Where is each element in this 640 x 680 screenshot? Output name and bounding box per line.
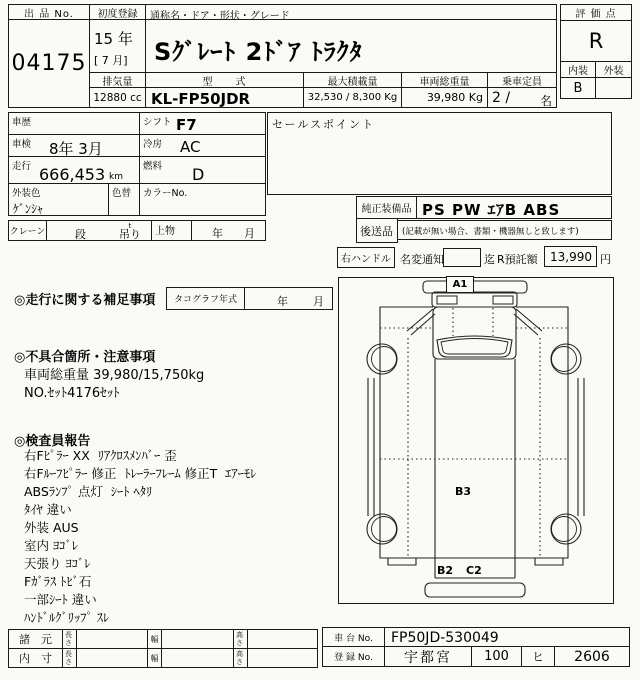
registration-number: 2606	[554, 646, 630, 667]
inspector-line: 室内 ﾖｺﾞﾚ	[24, 538, 78, 553]
later-shipment-note-cell	[397, 220, 612, 240]
registration-area: 宇都宮	[384, 646, 472, 667]
spec-width-value	[161, 629, 234, 649]
tachograph-year: 年	[277, 295, 288, 308]
inspector-title: ◎検査員報告	[14, 434, 91, 449]
inspector-line: Fｶﾞﾗｽ ﾄﾋﾞ石	[24, 574, 92, 589]
deposit-label: R預託額	[497, 253, 538, 266]
uwamono-cell	[151, 220, 192, 241]
exterior-grade	[595, 77, 632, 99]
capacity-number: 2 /	[492, 90, 511, 106]
fuel-value: D	[192, 165, 205, 184]
inspection-label: 車検	[12, 139, 32, 150]
rhd-badge: 右ハンドル	[337, 247, 395, 268]
inner-length-label: 長さ	[62, 648, 77, 668]
inner-row-label: 内 寸	[8, 648, 63, 668]
damage-label-b3: B3	[455, 485, 472, 498]
mileage-unit: km	[109, 172, 123, 182]
tachograph-label: タコグラフ年式	[166, 287, 245, 310]
fuel-cell	[139, 156, 266, 184]
chassis-no-value	[384, 627, 630, 647]
crane-detail-cell	[46, 220, 152, 241]
max-load-header: 最大積載量	[303, 72, 402, 88]
inspector-line: 外装 AUS	[24, 520, 79, 535]
inspection-cell	[8, 134, 140, 157]
capacity-unit: 名	[539, 94, 552, 108]
first-reg-month: [ 7 月]	[94, 54, 128, 67]
chassis-no-text: FP50JD-530049	[391, 630, 499, 646]
registration-no-label: 登 録 No.	[322, 646, 385, 667]
recolor-label: 色替	[112, 188, 132, 199]
mileage-note-title: ◎走行に関する補足事項	[14, 293, 156, 308]
fuel-label: 燃料	[143, 161, 163, 172]
inspector-line: ﾀｲﾔ 違い	[24, 502, 72, 517]
truck-top-view-diagram	[339, 278, 613, 603]
registration-class: 100	[471, 646, 522, 667]
inspector-line: ﾊﾝﾄﾞﾙｸﾞﾘｯﾌﾟ ｽﾚ	[24, 610, 110, 625]
rename-notice-label: 名変通知	[400, 253, 444, 266]
uwamono-month-label: 月	[244, 227, 255, 240]
mileage-cell	[8, 156, 140, 184]
inner-length-value	[76, 648, 148, 668]
first-registration-header: 初度登録	[89, 4, 146, 20]
sales-point-label: セールスポイント	[272, 118, 376, 131]
crane-cell: クレーン	[8, 220, 47, 241]
model-code-text: KL-FP50JDR	[151, 90, 251, 108]
damage-label-c2: C2	[466, 564, 482, 577]
exterior-color-value: ｹﾞﾝｼｬ	[13, 202, 44, 216]
defect-line-1: 車両総重量 39,980/15,750kg	[24, 368, 205, 383]
inspector-line: 天張り ﾖｺﾞﾚ	[24, 556, 91, 571]
color-no-cell	[139, 183, 266, 216]
made-label: 迄	[484, 253, 495, 266]
defect-title: ◎不具合箇所・注意事項	[14, 350, 156, 365]
mileage-label: 走行	[12, 161, 32, 172]
shift-label: シフト	[143, 117, 172, 128]
recolor-cell	[108, 183, 140, 216]
vehicle-name-text: Sｸﾞﾚｰﾄ 2ﾄﾞｱ ﾄﾗｸﾀ	[154, 38, 363, 66]
aircon-value: AC	[180, 138, 201, 156]
inspector-line: 一部ｼｰﾄ 違い	[24, 592, 97, 607]
displacement-value: 12880 cc	[89, 87, 146, 108]
lot-number: 04175	[8, 19, 90, 108]
inspector-line: 右Fﾙｰﾌﾋﾟﾗｰ 修正 ﾄﾚｰﾗｰﾌﾚｰﾑ 修正T ｴｱｰﾓﾚ	[24, 466, 257, 481]
gross-weight-header: 車両総重量	[401, 72, 488, 88]
tachograph-value	[244, 287, 333, 310]
grade-header: 評 価 点	[560, 4, 632, 21]
inspector-line: 右Fﾋﾟﾗｰ XX ﾘｱｸﾛｽﾒﾝﾊﾞｰ 歪	[24, 448, 177, 463]
oem-equipment-label: 純正装備品	[356, 196, 417, 219]
inspector-line: ABSﾗﾝﾌﾟ 点灯 ｼｰﾄ ﾍﾀﾘ	[24, 484, 153, 499]
aircon-cell	[139, 134, 266, 157]
max-load-value: 32,530 / 8,300 Kg	[303, 87, 402, 108]
exterior-header: 外装	[595, 61, 632, 78]
grade-value: R	[560, 20, 632, 62]
displacement-header: 排気量	[89, 72, 146, 88]
registration-kana: ヒ	[521, 646, 555, 667]
vehicle-name-header-label: 通称名・ドア・形状・グレード	[150, 11, 290, 22]
damage-label-b2: B2	[437, 564, 454, 577]
history-cell	[8, 112, 140, 135]
defect-line-2: NO.ｾｯﾄ4176ｾｯﾄ	[24, 386, 120, 401]
spec-height-label: 高さ	[233, 629, 248, 649]
model-code-value	[145, 87, 304, 108]
tachograph-month: 月	[313, 295, 324, 308]
damage-label-a1: A1	[446, 276, 474, 293]
vehicle-name-value	[145, 19, 557, 73]
crane-dan-label: 段	[75, 228, 86, 241]
spec-height-value	[247, 629, 318, 649]
deposit-unit: 円	[600, 253, 611, 266]
inner-height-value	[247, 648, 318, 668]
model-code-header: 型 式	[145, 72, 304, 88]
history-label: 車歴	[12, 117, 32, 128]
oem-equipment-value	[416, 196, 612, 219]
capacity-value	[487, 87, 557, 108]
deposit-amount: 13,990	[544, 246, 597, 267]
lot-no-header: 出 品 No.	[8, 4, 90, 20]
interior-header: 内装	[560, 61, 596, 78]
exterior-color-label: 外装色	[12, 188, 41, 199]
shift-cell	[139, 112, 266, 135]
aircon-label: 冷房	[143, 139, 163, 150]
vehicle-diagram-box	[338, 277, 614, 604]
later-shipment-label: 後送品	[360, 225, 393, 238]
spec-width-label: 幅	[147, 629, 162, 649]
first-reg-year: 15 年	[94, 30, 133, 48]
exterior-color-cell	[8, 183, 109, 216]
shift-value: F7	[176, 116, 197, 134]
crane-tsuri-text: 吊り	[119, 228, 141, 241]
spec-length-value	[76, 629, 148, 649]
later-shipment-note: (記載が無い場合、書類・機器無しと致します)	[402, 227, 579, 237]
inspector-report-list	[24, 447, 334, 627]
mileage-value: 666,453	[39, 165, 106, 184]
vehicle-name-header	[145, 4, 557, 20]
uwamono-date-cell	[191, 220, 266, 241]
capacity-header: 乗車定員	[487, 72, 557, 88]
color-no-label: カラーNo.	[143, 188, 188, 199]
spec-row-label: 諸 元	[8, 629, 63, 649]
inner-width-label: 幅	[147, 648, 162, 668]
spec-length-label: 長さ	[62, 629, 77, 649]
crane-tsuri-label	[119, 223, 141, 239]
later-shipment-label-cell	[356, 218, 398, 243]
uwamono-year-label: 年	[212, 227, 223, 240]
chassis-no-label: 車 台 No.	[322, 627, 385, 647]
interior-grade: B	[560, 77, 596, 99]
uwamono-label: 上物	[155, 226, 175, 237]
crane-ton-label: t	[128, 222, 132, 230]
sales-point-box	[267, 112, 612, 195]
inner-height-label: 高さ	[233, 648, 248, 668]
rename-notice-field	[443, 248, 481, 267]
oem-equipment-text: PS PW ｴｱB ABS	[422, 201, 561, 219]
first-registration-value	[89, 19, 146, 73]
inner-width-value	[161, 648, 234, 668]
inspection-value: 8年 3月	[49, 140, 103, 158]
gross-weight-value: 39,980 Kg	[401, 87, 488, 108]
